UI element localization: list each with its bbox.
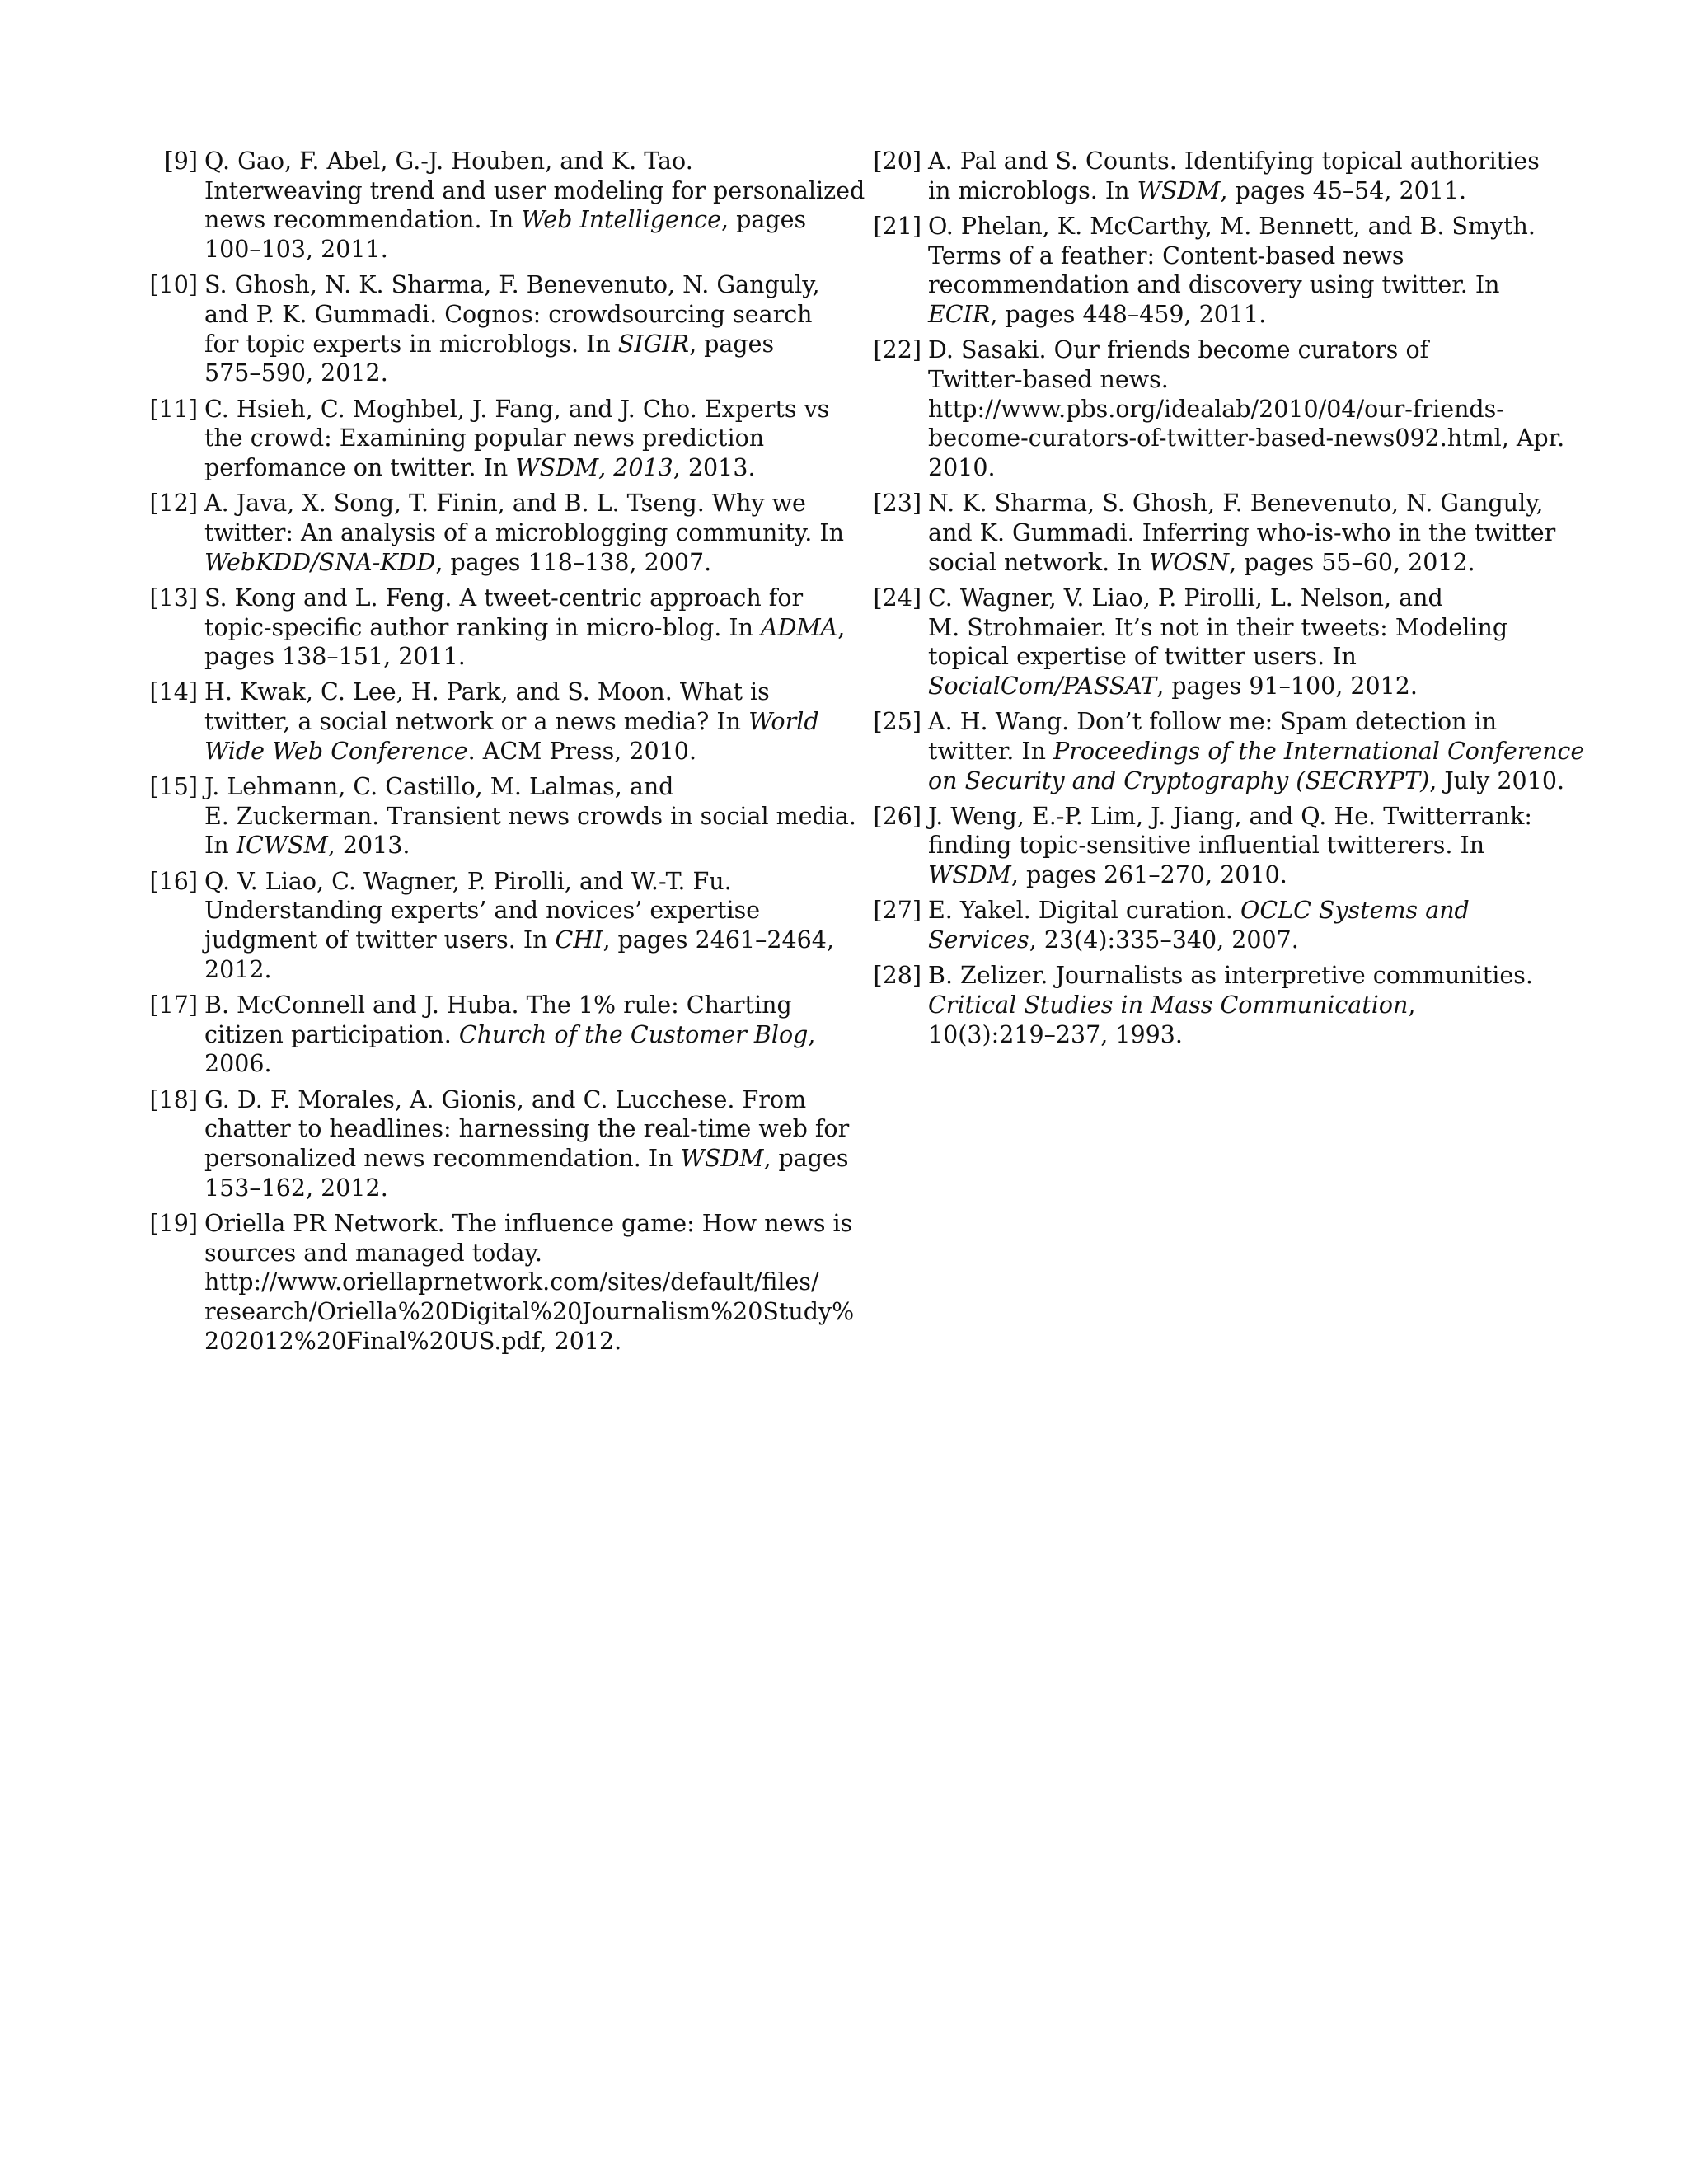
reference-line [928, 707, 1531, 737]
reference-line [928, 991, 1531, 1020]
reference-item [148, 1085, 850, 1203]
reference-line [204, 300, 813, 330]
reference-text: 202012%20Final%20US.pdf, 2012. [204, 1327, 622, 1355]
reference-line [928, 489, 1544, 518]
reference-text: finding topic-sensitive influential twitterers. In [928, 832, 1485, 860]
reference-item [872, 707, 1585, 795]
reference-text: N. K. Sharma, S. Ghosh, F. Benevenuto, N. Ganguly, [928, 490, 1544, 518]
reference-line [928, 212, 1536, 241]
reference-text: twitter: An analysis of a microblogging community. In [204, 518, 844, 546]
reference-item [872, 212, 1536, 330]
reference-text: M. Strohmaier. It’s not in their tweets: Modeling [928, 613, 1508, 641]
reference-number: [11] [149, 395, 198, 423]
reference-text: , pages 261–270, 2010. [1010, 861, 1287, 889]
reference-line [204, 831, 808, 860]
reference-text: , 2013. [327, 832, 410, 860]
reference-number: [27] [873, 897, 921, 925]
reference-line [928, 300, 1531, 330]
reference-line [928, 737, 1585, 766]
reference-line [204, 677, 808, 707]
reference-text: H. Kwak, C. Lee, H. Park, and S. Moon. What is [204, 678, 770, 706]
reference-line [204, 395, 830, 424]
reference-text: In [204, 832, 237, 860]
reference-line [204, 235, 808, 265]
reference-text: , pages [721, 206, 807, 234]
reference-item [872, 961, 1531, 1049]
reference-line [928, 802, 1531, 832]
reference-text: 2012. [204, 955, 272, 983]
reference-text: Twitter-based news. [928, 365, 1169, 393]
reference-line [204, 205, 808, 235]
reference-item [872, 802, 1531, 890]
reference-number: [19] [149, 1209, 198, 1237]
reference-number: [15] [149, 773, 198, 801]
reference-text: for topic experts in microblogs. In [204, 330, 618, 358]
reference-text: , 23(4):335–340, 2007. [1029, 926, 1299, 954]
reference-line [928, 147, 1540, 176]
reference-line [204, 642, 808, 672]
reference-text: Oriella PR Network. The influence game: How news is [204, 1209, 853, 1237]
reference-line [928, 365, 1531, 395]
reference-number: [21] [873, 212, 921, 240]
reference-text: social network. In [928, 548, 1149, 576]
reference-line [204, 1209, 853, 1239]
reference-text: and K. Gummadi. Inferring who-is-who in the twitter [928, 518, 1556, 546]
reference-text: D. Sasaki. Our friends become curators of [928, 336, 1429, 364]
reference-number: [25] [873, 708, 921, 736]
reference-line [204, 583, 808, 613]
reference-text: , pages [763, 1145, 849, 1172]
reference-text: 10(3):219–237, 1993. [928, 1020, 1183, 1048]
reference-text: recommendation and discovery using twitter. In [928, 271, 1500, 299]
reference-item [148, 489, 844, 577]
reference-italic-text: World [748, 708, 819, 736]
reference-line [928, 518, 1556, 548]
reference-number: [17] [149, 991, 198, 1019]
reference-text: , pages 91–100, 2012. [1156, 672, 1418, 700]
reference-line [204, 147, 808, 176]
reference-line [928, 583, 1531, 613]
reference-line [204, 1297, 855, 1327]
reference-line [204, 548, 808, 578]
reference-line [928, 831, 1531, 860]
reference-number: [22] [873, 336, 921, 364]
reference-text: twitter. In [928, 737, 1054, 765]
reference-text: , July 2010. [1429, 766, 1565, 794]
reference-text: , pages 2461–2464, [603, 926, 834, 954]
reference-text: S. Ghosh, N. K. Sharma, F. Benevenuto, N. Ganguly, [204, 271, 820, 299]
reference-item [148, 1209, 855, 1357]
reference-italic-text: SIGIR [617, 330, 690, 358]
reference-line [204, 991, 808, 1020]
reference-text: twitter, a social network or a news media? In [204, 708, 749, 736]
reference-line [928, 613, 1531, 643]
reference-number: [9] [164, 148, 198, 175]
reference-text: personalized news recommendation. In [204, 1145, 681, 1172]
reference-text: J. Lehmann, C. Castillo, M. Lalmas, and [204, 773, 674, 801]
reference-text: , pages 448–459, 2011. [990, 301, 1267, 329]
reference-line [928, 642, 1531, 672]
references-right-column [872, 147, 1585, 1056]
reference-line [928, 672, 1531, 701]
reference-text: news recommendation. In [204, 206, 522, 234]
reference-number: [12] [149, 490, 198, 518]
reference-number: [24] [873, 583, 921, 612]
references-left-column [148, 147, 865, 1362]
reference-italic-text: Wide Web Conference [204, 737, 468, 765]
reference-text: 575–590, 2012. [204, 359, 388, 387]
reference-number: [23] [873, 490, 921, 518]
reference-text: J. Weng, E.-P. Lim, J. Jiang, and Q. He. Twitterrank: [928, 802, 1532, 830]
reference-text: Q. Gao, F. Abel, G.-J. Houben, and K. Tao. [204, 148, 693, 175]
reference-text: Q. V. Liao, C. Wagner, P. Pirolli, and W.-T. Fu. [204, 867, 732, 895]
reference-line [928, 453, 1531, 483]
reference-text: 100–103, 2011. [204, 236, 388, 264]
reference-text: , 2013. [673, 454, 756, 482]
reference-text: C. Hsieh, C. Moghbel, J. Fang, and J. Cho. Experts vs [204, 395, 830, 423]
reference-line [204, 1174, 808, 1203]
reference-text: Interweaving trend and user modeling for personalized [204, 176, 865, 204]
reference-line [204, 1327, 808, 1357]
reference-italic-text: WSDM, 2013 [515, 454, 673, 482]
reference-text: pages 138–151, 2011. [204, 643, 466, 671]
reference-line [204, 955, 808, 985]
reference-line [204, 270, 820, 300]
reference-italic-text: Services [928, 926, 1029, 954]
reference-italic-text: SocialCom/PASSAT [928, 672, 1157, 700]
reference-text: B. McConnell and J. Huba. The 1% rule: Charting [204, 991, 792, 1019]
reference-item [148, 395, 830, 483]
reference-line [928, 896, 1531, 926]
reference-text: http://www.oriellaprnetwork.com/sites/default/files/ [204, 1268, 819, 1296]
reference-italic-text: WSDM [928, 861, 1011, 889]
reference-line [204, 518, 844, 548]
reference-text: , pages 118–138, 2007. [435, 548, 712, 576]
reference-line [204, 772, 808, 802]
reference-number: [20] [873, 148, 921, 175]
reference-item [148, 270, 820, 388]
reference-italic-text: WSDM [1137, 176, 1221, 204]
reference-number: [26] [873, 802, 921, 830]
reference-item [148, 867, 834, 985]
reference-line [928, 395, 1531, 424]
reference-line [928, 961, 1531, 991]
reference-text: become-curators-of-twitter-based-news092.html, Apr. [928, 424, 1565, 452]
reference-text: , pages [689, 330, 775, 358]
reference-line [204, 707, 819, 737]
reference-line [928, 1020, 1531, 1050]
reference-line [204, 424, 808, 453]
reference-line [204, 1049, 808, 1079]
reference-line [928, 766, 1565, 796]
reference-line [204, 926, 834, 955]
reference-line [928, 241, 1531, 271]
reference-number: [16] [149, 867, 198, 895]
reference-line [204, 613, 846, 643]
reference-text: S. Kong and L. Feng. A tweet-centric approach for [204, 583, 804, 612]
reference-text: the crowd: Examining popular news prediction [204, 424, 765, 452]
reference-text: chatter to headlines: harnessing the real-time web for [204, 1115, 850, 1143]
reference-line [204, 330, 808, 359]
reference-italic-text: Critical Studies in Mass Communication [928, 991, 1409, 1019]
reference-text: , pages 55–60, 2012. [1229, 548, 1475, 576]
reference-italic-text: Church of the Customer Blog [458, 1020, 809, 1048]
reference-line [204, 453, 808, 483]
reference-line [204, 1085, 808, 1115]
reference-text: B. Zelizer. Journalists as interpretive communities. [928, 962, 1533, 990]
reference-italic-text: ECIR [928, 301, 991, 329]
reference-italic-text: CHI [555, 926, 603, 954]
reference-text: C. Wagner, V. Liao, P. Pirolli, L. Nelson, and [928, 583, 1443, 612]
reference-text: 2006. [204, 1050, 272, 1078]
reference-text: sources and managed today. [204, 1239, 542, 1267]
reference-item [148, 147, 865, 265]
reference-line [928, 335, 1531, 365]
reference-item [872, 489, 1556, 577]
reference-text: G. D. F. Morales, A. Gionis, and C. Lucchese. From [204, 1085, 807, 1113]
reference-line [204, 359, 808, 388]
reference-text: 153–162, 2012. [204, 1174, 388, 1202]
reference-line [204, 867, 808, 897]
reference-number: [18] [149, 1085, 198, 1113]
reference-number: [13] [149, 583, 198, 612]
reference-item [148, 772, 856, 860]
reference-number: [10] [149, 271, 198, 299]
reference-item [148, 583, 846, 672]
reference-item [148, 991, 816, 1079]
reference-line [928, 176, 1531, 206]
reference-italic-text: ICWSM [236, 832, 328, 860]
reference-italic-text: OCLC Systems and [1240, 897, 1470, 925]
reference-text: in microblogs. In [928, 176, 1137, 204]
reference-text: A. H. Wang. Don’t follow me: Spam detection in [928, 708, 1498, 736]
reference-text: citizen participation. [204, 1020, 459, 1048]
reference-text: , pages 45–54, 2011. [1220, 176, 1467, 204]
reference-line [204, 802, 856, 832]
reference-italic-text: WSDM [680, 1145, 764, 1172]
reference-text: Understanding experts’ and novices’ expertise [204, 897, 761, 925]
reference-text: research/Oriella%20Digital%20Journalism%20Study% [204, 1298, 855, 1326]
reference-line [928, 424, 1565, 453]
reference-text: judgment of twitter users. In [204, 926, 556, 954]
reference-number: [28] [873, 962, 921, 990]
reference-item [872, 583, 1531, 701]
reference-text: http://www.pbs.org/idealab/2010/04/our-friends- [928, 395, 1504, 423]
reference-italic-text: ADMA [761, 613, 838, 641]
reference-italic-text: Web Intelligence [521, 206, 722, 234]
reference-line [204, 489, 808, 518]
reference-text: and P. K. Gummadi. Cognos: crowdsourcing search [204, 301, 813, 329]
reference-line [204, 176, 865, 206]
reference-line [928, 270, 1531, 300]
reference-text: , [837, 613, 846, 641]
reference-line [204, 896, 808, 926]
reference-item [872, 335, 1565, 483]
reference-line [204, 1114, 850, 1144]
reference-text: O. Phelan, K. McCarthy, M. Bennett, and B. Smyth. [928, 212, 1536, 240]
reference-line [204, 1239, 808, 1268]
reference-text: topic-specific author ranking in micro-blog. In [204, 613, 762, 641]
reference-item [148, 677, 819, 766]
reference-number: [14] [149, 678, 198, 706]
reference-text: A. Java, X. Song, T. Finin, and B. L. Tseng. Why we [204, 490, 806, 518]
reference-line [928, 860, 1531, 890]
reference-text: topical expertise of twitter users. In [928, 643, 1357, 671]
reference-line [928, 926, 1531, 955]
reference-text: . ACM Press, 2010. [467, 737, 696, 765]
reference-text: , [808, 1020, 816, 1048]
reference-line [204, 1020, 816, 1050]
reference-item [872, 147, 1540, 205]
reference-line [204, 1144, 849, 1174]
reference-text: perfomance on twitter. In [204, 454, 516, 482]
reference-text: , [1408, 991, 1416, 1019]
reference-text: E. Zuckerman. Transient news crowds in social media. [204, 802, 856, 830]
reference-line [204, 1268, 819, 1297]
reference-text: Terms of a feather: Content-based news [928, 241, 1404, 269]
reference-line [928, 548, 1531, 578]
reference-text: E. Yakel. Digital curation. [928, 897, 1240, 925]
reference-text: A. Pal and S. Counts. Identifying topical authorities [928, 148, 1540, 175]
reference-italic-text: WOSN [1148, 548, 1230, 576]
reference-text: 2010. [928, 454, 996, 482]
reference-item [872, 896, 1531, 954]
reference-italic-text: on Security and Cryptography (SECRYPT) [928, 766, 1430, 794]
reference-italic-text: WebKDD/SNA-KDD [204, 548, 436, 576]
reference-line [204, 737, 808, 766]
reference-italic-text: Proceedings of the International Conference [1053, 737, 1585, 765]
